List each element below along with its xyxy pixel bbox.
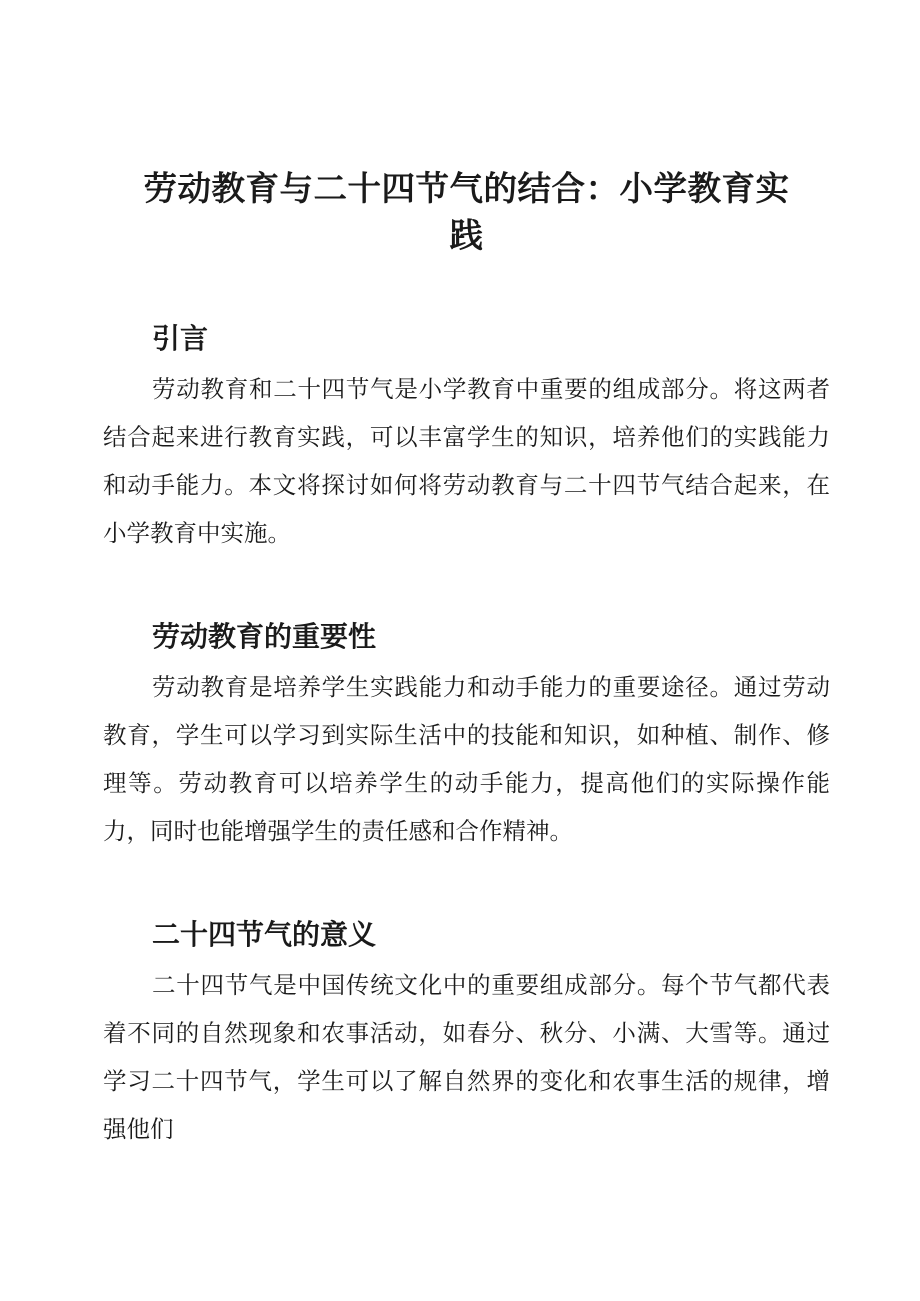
document-title-line-2: 践 [449,218,484,255]
section-heading-solar-terms-significance: 二十四节气的意义 [152,919,377,950]
paragraph-solar-terms-significance: 二十四节气是中国传统文化中的重要组成部分。每个节气都代表着不同的自然现象和农事活动，如春分、秋分、小满、大雪等。通过学习二十四节气，学生可以了解自然界的变化和农事生活的规律，增强他们 [103,973,830,1143]
document-content [103,166,830,1154]
paragraph-labor-education-importance: 劳动教育是培养学生实践能力和动手能力的重要途径。通过劳动教育，学生可以学习到实际生活中的技能和知识，如种植、制作、修理等。劳动教育可以培养学生的动手能力，提高他们的实际操作能力，同时也能增强学生的责任感和合作精神。 [103,675,830,845]
section-heading-introduction: 引言 [152,323,209,354]
paragraph-introduction: 劳动教育和二十四节气是小学教育中重要的组成部分。将这两者结合起来进行教育实践，可以丰富学生的知识，培养他们的实践能力和动手能力。本文将探讨如何将劳动教育与二十四节气结合起来，在小学教育中实施。 [103,377,830,547]
document-title [103,166,830,260]
document-title-line-1: 劳动教育与二十四节气的结合：小学教育实 [143,171,790,208]
section-heading-labor-education-importance: 劳动教育的重要性 [152,621,377,652]
